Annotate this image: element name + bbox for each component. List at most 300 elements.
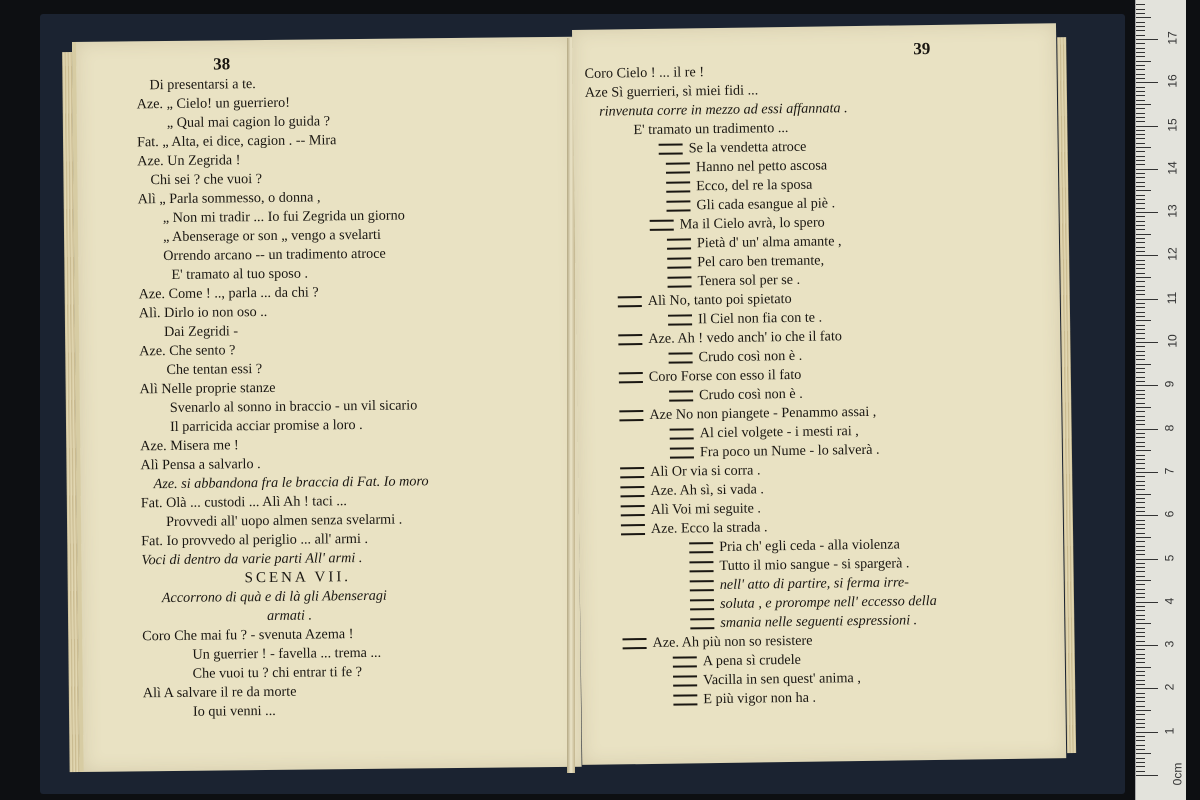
ruler-tick [1136, 203, 1145, 204]
ruler-tick [1136, 684, 1145, 685]
ruler-tick [1136, 195, 1145, 196]
text-line-content: Un guerrier ! - favella ... trema ... [192, 644, 382, 663]
text-line-content: Dai Zegridi - [163, 323, 239, 341]
text-line-content: Il Ciel non fia con te . [697, 309, 823, 328]
ruler-tick [1136, 134, 1145, 135]
ruler-tick [1136, 113, 1145, 114]
text-line [141, 531, 368, 550]
text-line-content: Pel caro ben tremante, [697, 252, 825, 271]
ruler-tick [1136, 468, 1145, 469]
ruler-tick [1136, 182, 1145, 183]
ruler-tick [1136, 100, 1145, 101]
ruler-tick [1136, 563, 1145, 564]
ruler-tick [1136, 238, 1145, 239]
text-line [162, 588, 387, 607]
ruler-tick [1136, 87, 1145, 88]
text-line [171, 266, 308, 284]
ruler-tick [1136, 338, 1145, 339]
ruler-tick [1136, 264, 1145, 265]
text-line [599, 100, 848, 120]
ruler-number: 5 [1162, 554, 1177, 561]
ruler-tick [1136, 359, 1145, 360]
text-line [139, 342, 235, 360]
ruler-tick [1136, 758, 1145, 759]
text-line [620, 462, 761, 481]
text-line-content: Tutto il mio sangue - si spargerà . [719, 555, 910, 574]
ruler-tick [1136, 316, 1145, 317]
text-line [585, 64, 705, 83]
text-line-content: Aze. Un Zegrida ! [137, 152, 241, 170]
ruler-number: 13 [1165, 204, 1180, 218]
ruler-tick [1136, 377, 1145, 378]
ruler-tick [1136, 61, 1151, 62]
ruler-tick [1136, 186, 1145, 187]
ruler-tick [1136, 56, 1145, 57]
ruler-tick [1136, 771, 1145, 772]
text-line [666, 157, 827, 176]
ruler-tick [1136, 766, 1145, 767]
double-dash-marker [673, 695, 697, 706]
text-line [166, 361, 262, 379]
text-line-content: Alì Pensa a salvarlo . [140, 456, 261, 474]
ruler-tick [1136, 593, 1145, 594]
text-line [666, 195, 835, 214]
text-line-content: Aze. Ah sì, si vada . [650, 481, 765, 499]
text-line-content: Al ciel volgete - i mesti rai , [699, 423, 859, 442]
double-dash-marker [621, 524, 645, 535]
text-line-content: Pria ch' egli ceda - alla violenza [719, 536, 900, 555]
double-dash-marker [690, 599, 714, 610]
ruler-tick [1136, 372, 1145, 373]
text-line [154, 473, 429, 493]
text-line [668, 310, 822, 329]
ruler-tick [1136, 138, 1145, 139]
ruler-number: 10 [1165, 334, 1180, 348]
ruler-tick [1136, 216, 1145, 217]
text-line [143, 684, 297, 703]
ruler-tick [1136, 151, 1145, 152]
ruler-tick [1136, 333, 1145, 334]
ruler-tick [1136, 680, 1145, 681]
text-line [621, 519, 768, 538]
ruler-tick [1136, 745, 1145, 746]
ruler-tick [1136, 320, 1151, 321]
ruler-number: 14 [1165, 161, 1180, 175]
ruler-tick [1136, 636, 1145, 637]
text-line [167, 113, 330, 132]
ruler-tick [1136, 74, 1145, 75]
ruler-tick [1136, 550, 1145, 551]
double-dash-marker [670, 429, 694, 440]
text-line-content: Ecco, del re la sposa [696, 176, 813, 195]
text-line [670, 442, 880, 462]
text-line [619, 367, 802, 387]
text-line-content: Coro Che mai fu ? - svenuta Azema ! [142, 626, 354, 645]
text-line-content: Fat. „ Alta, ei dice, cagion . -- Mira [136, 132, 337, 151]
text-line [163, 246, 386, 265]
text-line [166, 512, 402, 531]
text-line [666, 177, 812, 196]
ruler-tick [1136, 511, 1145, 512]
text-line-content: Aze. „ Cielo! un guerriero! [136, 94, 290, 113]
ruler-tick [1136, 520, 1145, 521]
double-dash-marker [620, 467, 644, 478]
ruler-tick [1136, 494, 1151, 495]
text-line [164, 323, 238, 341]
ruler-tick [1136, 675, 1145, 676]
ruler-tick [1136, 654, 1145, 655]
text-line [139, 284, 319, 303]
ruler-tick [1136, 22, 1145, 23]
ruler-tick [1136, 13, 1145, 14]
text-line-content: Ma il Cielo avrà, lo spero [679, 214, 825, 233]
text-line [149, 76, 256, 94]
ruler-tick [1136, 385, 1158, 386]
ruler-tick [1136, 714, 1145, 715]
text-line-content: Chi sei ? che vuoi ? [150, 171, 263, 189]
ruler-tick [1136, 546, 1145, 547]
text-line-content: SCENA VII. [244, 569, 352, 587]
text-line-content: Aze. Misera me ! [140, 437, 239, 455]
text-line [163, 227, 381, 246]
ruler-tick [1136, 610, 1145, 611]
ruler-number: 16 [1165, 74, 1180, 88]
text-line [163, 208, 405, 228]
text-line-content: Il parricida acciar promise a loro . [169, 416, 363, 435]
text-line-content: Aze. Ah più non so resistere [652, 632, 813, 651]
ruler-tick [1136, 424, 1145, 425]
ruler-tick [1136, 502, 1145, 503]
text-line-content: Gli cada esangue al piè . [696, 195, 836, 214]
text-line-content: E' tramato al tuo sposo . [171, 265, 309, 283]
ruler-tick [1136, 173, 1145, 174]
double-dash-marker [690, 618, 714, 629]
ruler-tick [1136, 537, 1151, 538]
ruler-tick [1136, 251, 1145, 252]
text-line [669, 386, 803, 405]
ruler-tick [1136, 528, 1145, 529]
ruler-tick [1136, 48, 1145, 49]
text-line-content: A pena sì crudele [702, 651, 802, 670]
ruler-tick [1136, 420, 1145, 421]
ruler-tick [1136, 199, 1145, 200]
ruler-tick [1136, 559, 1158, 560]
ruler-tick [1136, 273, 1145, 274]
text-line [673, 652, 801, 671]
ruler-tick [1136, 671, 1145, 672]
text-line [150, 171, 262, 189]
text-line [622, 633, 812, 653]
text-line [140, 380, 276, 398]
ruler-tick [1136, 65, 1145, 66]
text-line-content: smania nelle seguenti espressioni . [720, 612, 918, 631]
ruler-tick [1136, 429, 1158, 430]
text-line [140, 456, 260, 474]
ruler-tick [1136, 260, 1145, 261]
text-line-content: Orrendo arcano -- un tradimento atroce [163, 245, 386, 265]
ruler-tick [1136, 597, 1145, 598]
double-dash-marker [667, 277, 691, 288]
ruler-tick [1136, 416, 1145, 417]
ruler-tick [1136, 346, 1145, 347]
text-line [659, 139, 807, 158]
ruler-tick [1136, 623, 1151, 624]
ruler-tick [1136, 727, 1145, 728]
ruler-tick [1136, 147, 1151, 148]
ruler-tick [1136, 208, 1145, 209]
text-line [689, 555, 909, 575]
text-line [620, 481, 764, 500]
text-line [139, 304, 268, 322]
ruler-tick [1136, 697, 1145, 698]
double-dash-marker [667, 239, 691, 250]
ruler-tick [1136, 212, 1158, 213]
ruler-tick [1136, 580, 1151, 581]
ruler-tick [1136, 9, 1145, 10]
ruler-number: 3 [1162, 640, 1177, 648]
ruler-tick [1136, 390, 1145, 391]
ruler-tick [1136, 299, 1158, 300]
text-line [245, 569, 352, 587]
ruler-tick [1136, 160, 1145, 161]
text-line [140, 437, 239, 455]
text-line-content: Fat. Olà ... custodi ... Alì Ah ! taci ... [140, 493, 348, 512]
text-line [667, 233, 842, 252]
ruler-tick [1136, 368, 1145, 369]
ruler-number: 9 [1162, 380, 1177, 388]
ruler-tick [1136, 17, 1151, 18]
ruler-tick [1136, 247, 1145, 248]
text-line [267, 608, 312, 625]
text-line-content: Aze. Che sento ? [139, 342, 236, 360]
ruler-tick [1136, 281, 1145, 282]
text-line-content: „ Non mi tradir ... Io fui Zegrida un giorno [162, 207, 405, 227]
text-line-content: „ Abenserage or son „ vengo a svelarti [162, 226, 381, 246]
ruler-tick [1136, 658, 1145, 659]
text-line-content: rinvenuta corre in mezzo ad essi affannata . [599, 100, 848, 120]
text-line-content: Alì. Dirlo io non oso .. [138, 303, 268, 322]
ruler-tick [1136, 143, 1145, 144]
text-line [137, 152, 240, 170]
ruler-tick [1136, 736, 1145, 737]
ruler-number: 6 [1162, 510, 1177, 518]
ruler-tick [1136, 43, 1145, 44]
double-dash-marker [673, 676, 697, 687]
double-dash-marker [666, 201, 690, 212]
ruler-tick [1136, 104, 1151, 105]
ruler-tick [1136, 407, 1151, 408]
ruler-tick [1136, 290, 1145, 291]
ruler-tick [1136, 775, 1158, 776]
ruler-tick [1136, 411, 1145, 412]
text-line-content: Fra poco un Nume - lo salverà . [699, 441, 880, 461]
ruler-tick [1136, 723, 1145, 724]
text-line-content: Crudo così non è . [698, 347, 803, 366]
left-page-number: 38 [213, 54, 231, 74]
ruler-tick [1136, 403, 1145, 404]
ruler-tick [1136, 442, 1145, 443]
text-line-content: nell' atto di partire, si ferma irre- [719, 574, 910, 593]
text-line-content: Io qui venni ... [192, 702, 276, 720]
text-line [667, 272, 800, 291]
text-line [633, 120, 788, 139]
text-line-content: Alì Or via si corra . [650, 462, 761, 480]
text-line-content: Aze. si abbandona fra le braccia di Fat. Io moro [153, 473, 429, 493]
ruler-tick [1136, 156, 1145, 157]
ruler-number: 7 [1162, 467, 1177, 475]
ruler-number: 17 [1165, 31, 1180, 45]
ruler-tick [1136, 571, 1145, 572]
text-line [193, 664, 363, 683]
double-dash-marker [669, 391, 693, 402]
text-line [142, 626, 353, 645]
text-line [137, 132, 337, 151]
text-line-content: Accorrono di quà e di là gli Abenseragi [161, 587, 387, 607]
ruler-tick [1136, 329, 1145, 330]
text-line-content: Pietà d' un' alma amante , [696, 233, 842, 252]
double-dash-marker [673, 657, 697, 668]
ruler-tick [1136, 662, 1145, 663]
ruler-tick [1136, 649, 1145, 650]
text-line [585, 82, 759, 101]
double-dash-marker [690, 580, 714, 591]
ruler-tick [1136, 641, 1145, 642]
ruler-tick [1136, 225, 1145, 226]
text-line-content: Alì Voi mi seguite . [650, 500, 762, 518]
text-line-content: soluta , e prorompe nell' eccesso della [719, 592, 937, 612]
text-line [192, 645, 381, 664]
text-line-content: Vacilla in sen quest' anima , [702, 670, 861, 689]
ruler-tick [1136, 507, 1145, 508]
text-line-content: Aze. Ecco la strada . [650, 519, 768, 537]
ruler-tick [1136, 567, 1145, 568]
double-dash-marker [668, 315, 692, 326]
ruler-tick [1136, 437, 1145, 438]
double-dash-marker [619, 372, 643, 383]
ruler-tick [1136, 108, 1145, 109]
double-dash-marker [620, 486, 644, 497]
text-line [137, 95, 290, 114]
text-line [667, 253, 824, 272]
double-dash-marker [667, 258, 691, 269]
text-line [170, 397, 418, 417]
ruler-tick [1136, 701, 1145, 702]
ruler-tick [1136, 381, 1145, 382]
text-line [670, 423, 859, 443]
ruler-tick [1136, 602, 1158, 603]
ruler-tick [1136, 463, 1145, 464]
double-dash-marker [618, 296, 642, 307]
double-dash-marker [689, 542, 713, 553]
ruler-tick [1136, 619, 1145, 620]
ruler-tick [1136, 706, 1145, 707]
ruler-number: 12 [1165, 247, 1180, 262]
text-line-content: Aze Sì guerrieri, sì miei fidi ... [584, 82, 759, 101]
ruler-tick [1136, 394, 1145, 395]
text-line [673, 690, 816, 709]
ruler-tick [1136, 645, 1158, 646]
text-line-content: Voci di dentro da varie parti All' armi . [141, 549, 363, 569]
double-dash-marker [670, 448, 694, 459]
text-line [650, 214, 825, 233]
text-line-content: Che tentan essi ? [166, 361, 263, 379]
ruler-tick [1136, 433, 1145, 434]
double-dash-marker [669, 353, 693, 364]
ruler-tick [1136, 52, 1145, 53]
text-line [690, 612, 917, 632]
ruler-tick [1136, 459, 1145, 460]
ruler-tick [1136, 307, 1145, 308]
text-line [193, 703, 276, 721]
text-line-content: Hanno nel petto ascosa [695, 157, 828, 176]
text-line-content: Alì A salvare il re da morte [142, 683, 297, 702]
text-line-content: Alì Nelle proprie stanze [139, 379, 276, 398]
ruler-tick [1136, 455, 1145, 456]
text-line [690, 574, 909, 594]
double-dash-marker [618, 334, 642, 345]
ruler-tick [1136, 303, 1145, 304]
ruler-tick [1136, 753, 1151, 754]
ruler-tick [1136, 472, 1158, 473]
ruler-tick [1136, 533, 1145, 534]
text-line [673, 670, 861, 690]
ruler-tick [1136, 351, 1145, 352]
double-dash-marker [619, 410, 643, 421]
text-line [138, 189, 321, 208]
ruler-tick [1136, 277, 1151, 278]
text-line [619, 404, 876, 425]
text-line-content: Alì „ Parla sommesso, o donna , [137, 189, 321, 208]
text-line [618, 328, 842, 348]
text-line-content: Aze. Ah ! vedo anch' io che il fato [648, 328, 843, 347]
ruler-tick [1136, 589, 1145, 590]
ruler-tick [1136, 762, 1145, 763]
ruler-tick [1136, 242, 1145, 243]
ruler-tick [1136, 130, 1145, 131]
text-line [618, 291, 792, 310]
measuring-ruler [1135, 0, 1186, 800]
ruler-number: 8 [1162, 424, 1177, 431]
ruler-tick [1136, 190, 1151, 191]
text-line-content: E' tramato un tradimento ... [633, 119, 789, 139]
ruler-tick [1136, 39, 1158, 40]
ruler-tick [1136, 732, 1158, 733]
text-line-content: Svenarlo al sonno in braccio - un vil sicario [169, 397, 418, 416]
ruler-number: 11 [1165, 291, 1180, 304]
text-line-content: Fat. Io provvedo al periglio ... all' armi . [141, 530, 369, 550]
ruler-tick [1136, 719, 1145, 720]
ruler-tick [1136, 628, 1145, 629]
ruler-tick [1136, 234, 1151, 235]
text-line-content: Provvedi all' uopo almen senza svelarmi . [165, 511, 403, 531]
ruler-number: 0cm [1170, 762, 1185, 786]
ruler-tick [1136, 355, 1145, 356]
ruler-tick [1136, 169, 1158, 170]
ruler-tick [1136, 481, 1145, 482]
ruler-tick [1136, 667, 1151, 668]
ruler-tick [1136, 294, 1145, 295]
ruler-tick [1136, 554, 1145, 555]
ruler-tick [1136, 398, 1145, 399]
text-line-content: Crudo così non è . [699, 385, 803, 404]
ruler-tick [1136, 268, 1145, 269]
ruler-number: 2 [1162, 684, 1177, 691]
right-page [572, 23, 1066, 765]
text-line-content: Aze. Come ! .., parla ... da chi ? [138, 284, 319, 303]
ruler-tick [1136, 91, 1145, 92]
ruler-tick [1136, 35, 1145, 36]
text-line-content: Tenera sol per se . [697, 271, 801, 290]
